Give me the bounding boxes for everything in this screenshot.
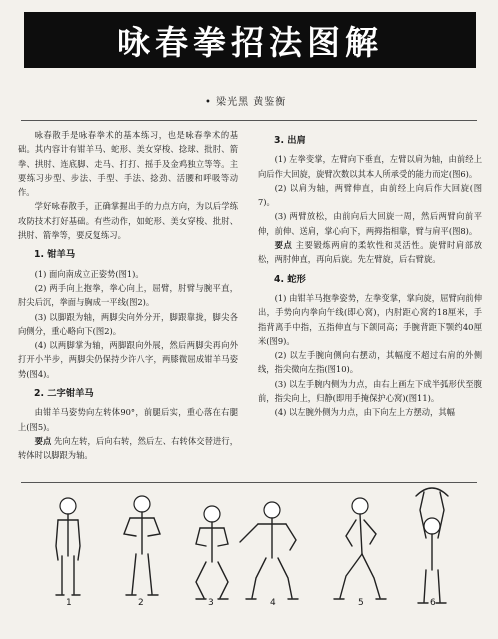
figure-number: 3 <box>208 598 214 608</box>
paragraph-text: (1) 由钳羊马抱拳姿势，左拳变掌，掌向旋，屈臂向前伸出，手势向内拳向午线(即心窝)，内肘距心窝约18厘米，手指背离手中指，五指伸直与下颌同高；手腕背距下颚约40厘米(图9)。 <box>258 292 482 346</box>
top-divider <box>21 120 477 121</box>
key-point-label: 要点 <box>274 240 293 251</box>
body-paragraph <box>258 348 482 377</box>
paragraph-text: (4) 以两脚掌为轴，两脚跟向外展，然后两脚尖再向外打开小半步，两脚尖仍保持少许八字，两膝微屈成钳羊马姿势(图4)。 <box>18 340 238 379</box>
key-point-paragraph <box>258 238 482 267</box>
paragraph-text: 主要锻炼两肩的柔软性和灵活性。旋臂时肩部放松，两肘伸直，再向后旋。先左臂旋，后右臂旋。 <box>258 240 482 265</box>
paragraph-text: (4) 以左腕外侧为力点，由下向左上方摆动，其幅 <box>274 407 455 418</box>
figure-number: 1 <box>66 598 72 608</box>
body-paragraph <box>18 281 238 310</box>
figure-strip <box>20 486 480 631</box>
section-heading: 3. 出肩 <box>274 135 306 146</box>
body-paragraph <box>18 338 238 381</box>
figure-5-illustration <box>334 498 386 599</box>
body-paragraph <box>258 152 482 181</box>
paragraph-text: (3) 以脚跟为轴，两脚尖向外分开，脚跟靠拢，脚尖各向侧分，重心略向下(图2)。 <box>18 311 238 336</box>
paragraph-text: (1) 左拳变掌，左臂向下垂直，左臂以肩为轴，由前经上向后作大回旋，旋臂次数以其本人所承受的能力而定(图6)。 <box>258 154 482 179</box>
left-column <box>18 128 238 463</box>
body-paragraph <box>18 128 238 199</box>
paragraph-text: 先向左转，后向右转，然后左、右转体交替进行，转体时以脚跟为轴。 <box>18 435 238 461</box>
paragraph-text: 学好咏春散手，正确掌握出手的力点方向，为以后学练攻防技术打好基础。有些动作，如蛇形、美女穿梭、批肘、拱肘、箭拳等，要反复练习。 <box>18 201 238 241</box>
paragraph-text: 由钳羊马姿势向左转体90°，前腿后实，重心落在右腿上(图5)。 <box>18 407 238 432</box>
paragraph-text: (3) 以左手腕内侧为力点，由右上画左下成半弧形伏至腹前，指尖向上，归静(即用手掩保护心窝)(图11)。 <box>258 378 482 404</box>
figure-1-illustration <box>56 498 80 595</box>
body-paragraph <box>258 181 482 210</box>
paragraph-text: (2) 两手向上抱拳，拳心向上，屈臂，肘臂与腕平直，肘尖后沉，拳面与胸成一平线(图2)。 <box>18 282 238 308</box>
body-paragraph <box>18 199 238 242</box>
body-paragraph <box>18 405 238 434</box>
body-paragraph <box>18 267 238 281</box>
figure-2-illustration <box>124 496 160 595</box>
figure-divider <box>21 482 477 483</box>
body-paragraph <box>258 377 482 406</box>
key-point-paragraph <box>18 434 238 463</box>
figure-6-illustration <box>416 488 448 603</box>
paragraph-text: 咏春散手是咏春拳术的基本练习，也是咏春拳术的基础。其内容计有钳羊马、蛇形、美女穿梭、捻球、批肘、箭拳、拱肘、连底脚、走马、打打、摇手及金鸡独立等等。主要练习步型、步法、手型、手法、捻劲、活腰和呼吸等动作。 <box>18 130 238 198</box>
right-column <box>258 128 482 420</box>
body-paragraph <box>258 291 482 348</box>
paragraph-text: (3) 两臂放松，由前向后大回旋一周，然后两臂向前平伸，前伸、送肩，掌心向下，两拇指相靠，臂与肩平(图8)。 <box>258 211 482 236</box>
paragraph-text: (1) 面向南成立正姿势(图1)。 <box>34 268 144 279</box>
figure-number: 4 <box>270 598 276 608</box>
paragraph-text: (2) 以肩为轴，两臂伸直，由前经上向后作大回旋(图7)。 <box>258 182 482 208</box>
figure-4-illustration <box>240 502 298 599</box>
page-title: 咏春拳招法图解 <box>117 22 383 62</box>
body-paragraph <box>258 209 482 238</box>
figure-number: 2 <box>138 598 144 608</box>
title-banner <box>24 12 476 68</box>
key-point-label: 要点 <box>34 435 52 446</box>
body-paragraph <box>258 405 482 419</box>
paragraph-text: (2) 以左手腕向侧向右摆动，其幅度不超过右肩的外侧线，指尖微向左指(图10)。 <box>258 350 482 375</box>
section-heading: 1. 钳羊马 <box>34 249 76 261</box>
section-heading: 2. 二字钳羊马 <box>34 388 94 400</box>
figure-3-illustration <box>196 506 228 599</box>
body-paragraph <box>18 310 238 339</box>
section-heading: 4. 蛇形 <box>274 273 306 285</box>
author-line: • 梁光黑 黄鉴衡 <box>205 97 287 108</box>
figure-number: 6 <box>430 598 436 608</box>
figure-number: 5 <box>358 598 364 608</box>
